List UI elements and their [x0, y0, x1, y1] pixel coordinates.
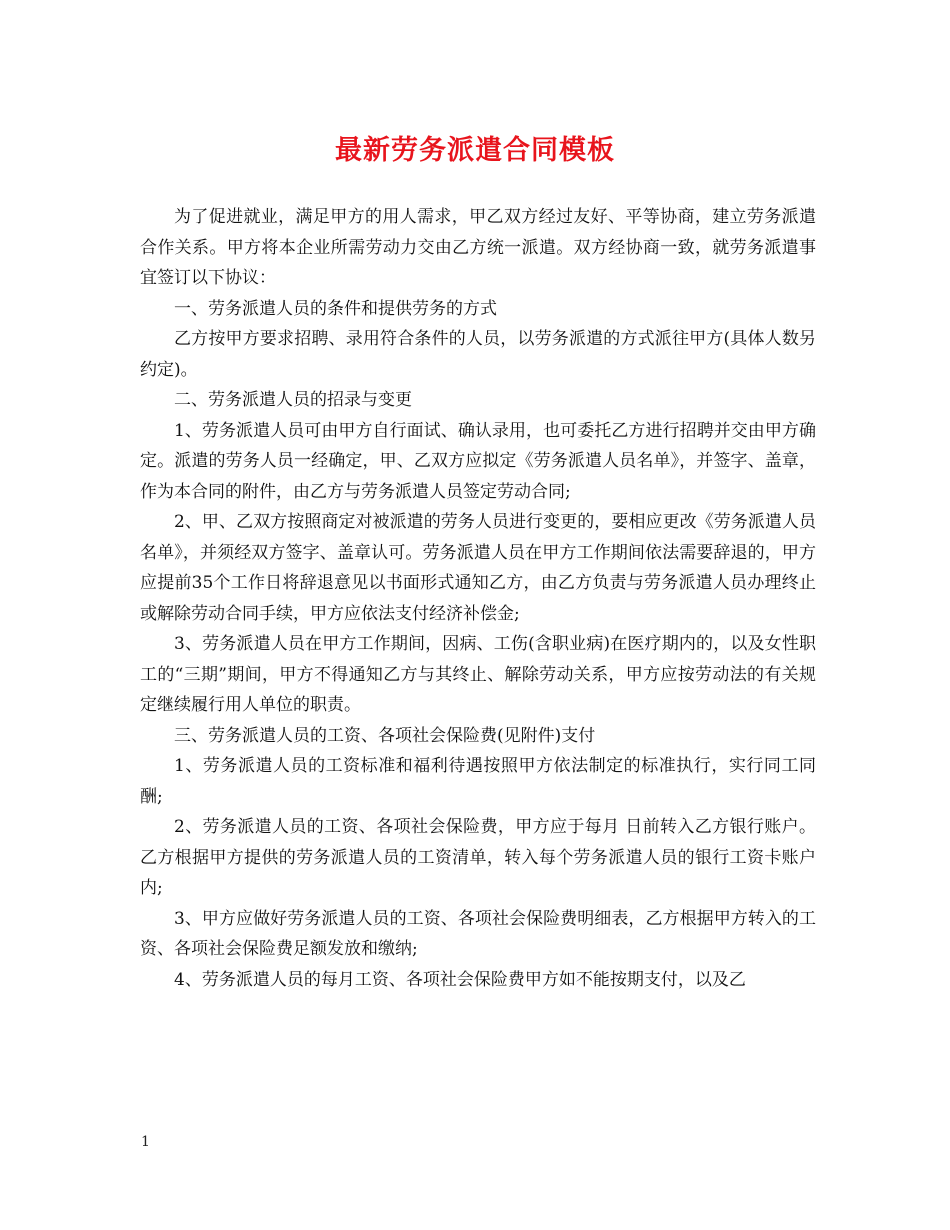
- paragraph: 乙方按甲方要求招聘、录用符合条件的人员，以劳务派遣的方式派往甲方(具体人数另约定)。: [140, 329, 816, 380]
- paragraph: 1、劳务派遣人员的工资标准和福利待遇按照甲方依法制定的标准执行，实行同工同酬;: [140, 756, 816, 807]
- document-title: 最新劳务派遣合同模板: [335, 135, 615, 166]
- section-heading-1: 一、劳务派遣人员的条件和提供劳务的方式: [174, 298, 497, 319]
- paragraph: 1、劳务派遣人员可由甲方自行面试、确认录用，也可委托乙方进行招聘并交由甲方确定。派遣的劳务人员一经确定，甲、乙双方应拟定《劳务派遣人员名单》，并签字、盖章，作为本合同的附件，由乙方与劳务派遣人员签定劳动合同;: [140, 420, 816, 502]
- section-heading-2: 二、劳务派遣人员的招录与变更: [174, 390, 412, 410]
- page-number: 1: [141, 1134, 150, 1150]
- document-body: [140, 202, 816, 995]
- section-heading-3: 三、劳务派遣人员的工资、各项社会保险费(见附件)支付: [174, 725, 596, 746]
- paragraph: 4、劳务派遣人员的每月工资、各项社会保险费甲方如不能按期支付，以及乙: [174, 969, 746, 990]
- paragraph: 2、甲、乙双方按照商定对被派遣的劳务人员进行变更的，要相应更改《劳务派遣人员名单》，并须经双方签字、盖章认可。劳务派遣人员在甲方工作期间依法需要辞退的，甲方应提前35个工作日将辞退意见以书面形式通知乙方，由乙方负责与劳务派遣人员办理终止或解除劳动合同手续，甲方应依法支付经济补偿金;: [140, 512, 816, 624]
- paragraph: 2、劳务派遣人员的工资、各项社会保险费，甲方应于每月 日前转入乙方银行账户。乙方根据甲方提供的劳务派遣人员的工资清单，转入每个劳务派遣人员的银行工资卡账户内;: [140, 817, 816, 898]
- paragraph: 3、甲方应做好劳务派遣人员的工资、各项社会保险费明细表，乙方根据甲方转入的工资、各项社会保险费足额发放和缴纳;: [140, 908, 816, 959]
- paragraph-intro: 为了促进就业，满足甲方的用人需求，甲乙双方经过友好、平等协商，建立劳务派遣合作关系。甲方将本企业所需劳动力交由乙方统一派遣。双方经协商一致，就劳务派遣事宜签订以下协议：: [140, 207, 816, 288]
- paragraph: 3、劳务派遣人员在甲方工作期间，因病、工伤(含职业病)在医疗期内的，以及女性职工的“三期”期间，甲方不得通知乙方与其终止、解除劳动关系，甲方应按劳动法的有关规定继续履行用人单位的职责。: [140, 634, 816, 715]
